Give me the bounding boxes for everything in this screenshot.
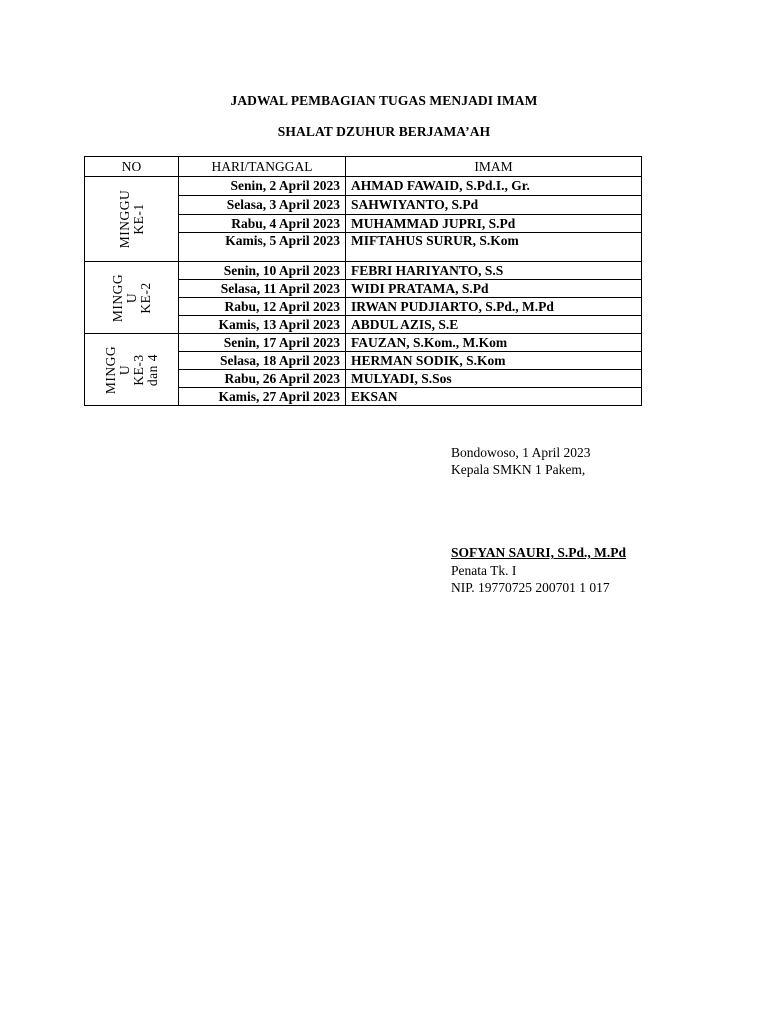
date-cell: Kamis, 13 April 2023 [179,316,346,334]
imam-cell: MULYADI, S.Sos [346,370,642,388]
table-row [85,262,642,280]
column-header-imam: IMAM [346,157,642,177]
signature-nip: NIP. 19770725 200701 1 017 [451,580,610,595]
imam-cell: MUHAMMAD JUPRI, S.Pd [346,215,642,233]
week-1-label-cell [85,177,179,262]
imam-cell: HERMAN SODIK, S.Kom [346,352,642,370]
imam-cell: AHMAD FAWAID, S.Pd.I., Gr. [346,177,642,196]
date-cell: Senin, 2 April 2023 [179,177,346,196]
column-header-date: HARI/TANGGAL [179,157,346,177]
table-row [85,334,642,352]
date-cell: Selasa, 11 April 2023 [179,280,346,298]
signature-name: SOFYAN SAURI, S.Pd., M.Pd [451,545,627,560]
table-header-row [85,157,642,177]
date-cell: Kamis, 27 April 2023 [179,388,346,406]
imam-cell: SAHWIYANTO, S.Pd [346,196,642,215]
date-cell: Rabu, 12 April 2023 [179,298,346,316]
week-3-4-label-cell [85,334,179,406]
signature-rank: Penata Tk. I [451,563,517,578]
imam-cell: FAUZAN, S.Kom., M.Kom [346,334,642,352]
column-header-no: NO [85,157,179,177]
date-cell: Selasa, 18 April 2023 [179,352,346,370]
document-subtitle: SHALAT DZUHUR BERJAMA’AH [277,124,491,139]
date-cell: Rabu, 26 April 2023 [179,370,346,388]
signature-place-date: Bondowoso, 1 April 2023 [451,445,591,460]
date-cell: Senin, 17 April 2023 [179,334,346,352]
imam-cell: FEBRI HARIYANTO, S.S [346,262,642,280]
imam-cell: ABDUL AZIS, S.E [346,316,642,334]
imam-cell: IRWAN PUDJIARTO, S.Pd., M.Pd [346,298,642,316]
date-cell: Kamis, 5 April 2023 [179,233,346,262]
date-cell: Selasa, 3 April 2023 [179,196,346,215]
date-cell: Rabu, 4 April 2023 [179,215,346,233]
signature-position: Kepala SMKN 1 Pakem, [451,462,586,477]
imam-cell: EKSAN [346,388,642,406]
date-cell: Senin, 10 April 2023 [179,262,346,280]
schedule-table [84,156,642,406]
table-row [85,177,642,196]
week-2-label: MINGG U KE-2 [109,273,153,322]
week-1-label: MINGGU KE-1 [116,189,146,249]
document-title: JADWAL PEMBAGIAN TUGAS MENJADI IMAM [230,93,538,108]
imam-cell: MIFTAHUS SURUR, S.Kom [346,233,642,262]
week-3-4-label: MINGG U KE-3 dan 4 [102,345,160,394]
week-2-label-cell [85,262,179,334]
imam-cell: WIDI PRATAMA, S.Pd [346,280,642,298]
